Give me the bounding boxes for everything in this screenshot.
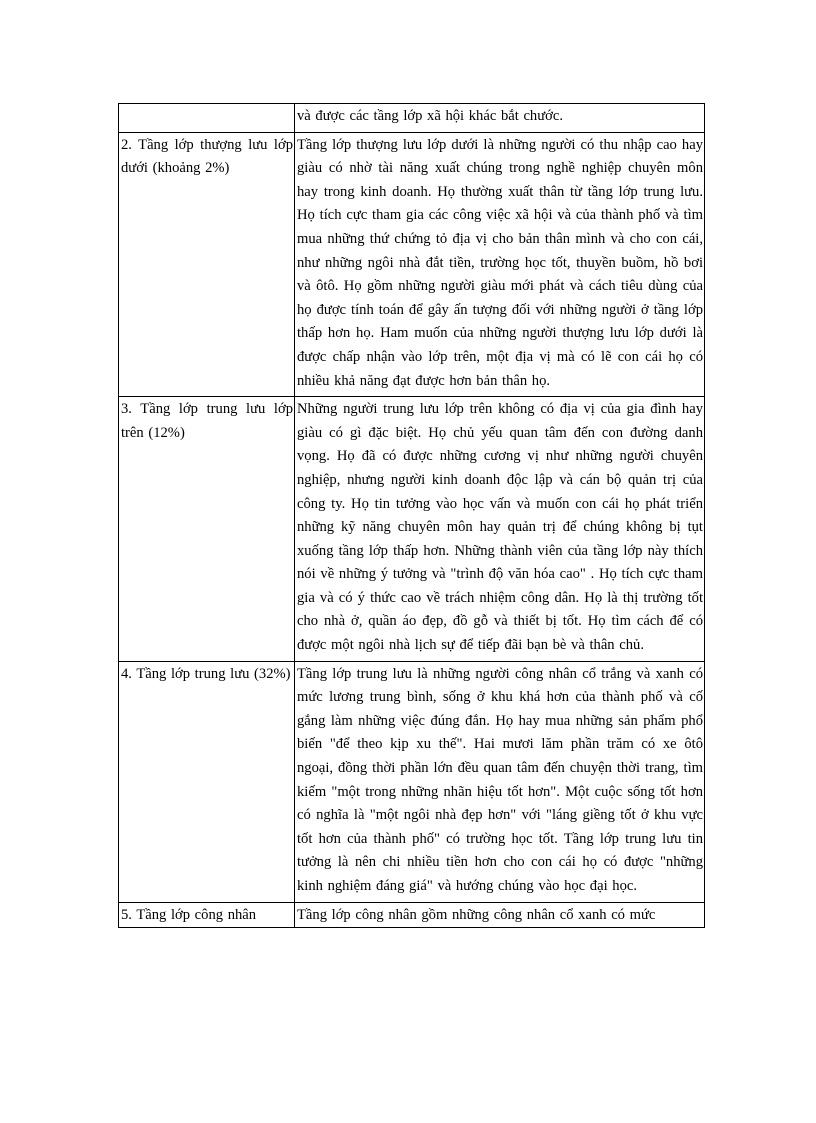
class-description-cell: Tầng lớp trung lưu là những người công nhân cổ trắng và xanh có mức lương trung bình, sống ở khu khá hơn của thành phố và cố gắng làm những việc đúng đắn. Họ hay mua những sản phẩm phổ biến "để theo kịp xu thế". Hai mươi lăm phần trăm có xe ôtô ngoại, đồng thời phần lớn đều quan tâm đến chuyện thời trang, tìm kiếm "một trong những nhãn hiệu tốt hơn". Một cuộc sống tốt hơn có nghĩa là "một ngôi nhà đẹp hơn" với "láng giềng tốt ở khu vực tốt hơn của thành phố" có trường học tốt. Tầng lớp trung lưu tin tưởng là nên chi nhiều tiền hơn cho con cái họ có được "những kinh nghiệm đáng giá" và hướng chúng vào học đại học. [295, 661, 705, 902]
class-description-cell: Những người trung lưu lớp trên không có địa vị của gia đình hay giàu có gì đặc biệt. Họ chủ yếu quan tâm đến con đường danh vọng. Họ đã có được những cương vị như những người chuyên nghiệp, nhưng người kinh doanh độc lập và cán bộ quản trị của công ty. Họ tin tưởng vào học vấn và muốn con cái họ phát triển những kỹ năng chuyên môn hay quản trị để chúng không bị tụt xuống tầng lớp thấp hơn. Những thành viên của tầng lớp này thích nói về những ý tưởng và "trình độ văn hóa cao" . Họ tích cực tham gia và có ý thức cao về trách nhiệm công dân. Họ là thị trường tốt cho nhà ở, quần áo đẹp, đồ gỗ và thiết bị tốt. Họ tìm cách để có được một ngôi nhà lịch sự để tiếp đãi bạn bè và thân chủ. [295, 397, 705, 662]
table-row [119, 661, 705, 902]
class-description-cell [295, 902, 705, 927]
class-description-cell: Tầng lớp thượng lưu lớp dưới là những người có thu nhập cao hay giàu có nhờ tài năng xuất chúng trong nghề nghiệp chuyên môn hay trong kinh doanh. Họ thường xuất thân từ tầng lớp trung lưu. Họ tích cực tham gia các công việc xã hội và của thành phố và tìm mua những thứ chứng tỏ địa vị cho bản thân mình và cho con cái, như những ngôi nhà đắt tiền, trường học tốt, thuyền buồm, hồ bơi và ôtô. Họ gồm những người giàu mới phát và cách tiêu dùng của họ được tính toán để gây ấn tượng đối với những người ở tầng lớp thấp hơn họ. Ham muốn của những người thượng lưu lớp dưới là được chấp nhận vào lớp trên, một địa vị mà có lẽ con cái họ có nhiều khả năng đạt được hơn bản thân họ. [295, 132, 705, 397]
class-label-cell [119, 104, 295, 133]
class-label-cell: 3. Tầng lớp trung lưu lớp trên (12%) [119, 397, 295, 662]
table-row [119, 132, 705, 397]
table-row [119, 397, 705, 662]
class-description-cell: và được các tầng lớp xã hội khác bắt chước. [295, 104, 705, 133]
class-description-text: Tầng lớp công nhân gồm những công nhân cổ xanh có mức [297, 906, 656, 923]
table-row [119, 104, 705, 133]
social-class-table [118, 103, 705, 928]
table-row [119, 902, 705, 927]
class-label-cell [119, 902, 295, 927]
class-label-text: 5. Tầng lớp công nhân [121, 906, 257, 923]
class-label-cell: 2. Tầng lớp thượng lưu lớp dưới (khoảng 2%) [119, 132, 295, 397]
class-label-cell: 4. Tầng lớp trung lưu (32%) [119, 661, 295, 902]
